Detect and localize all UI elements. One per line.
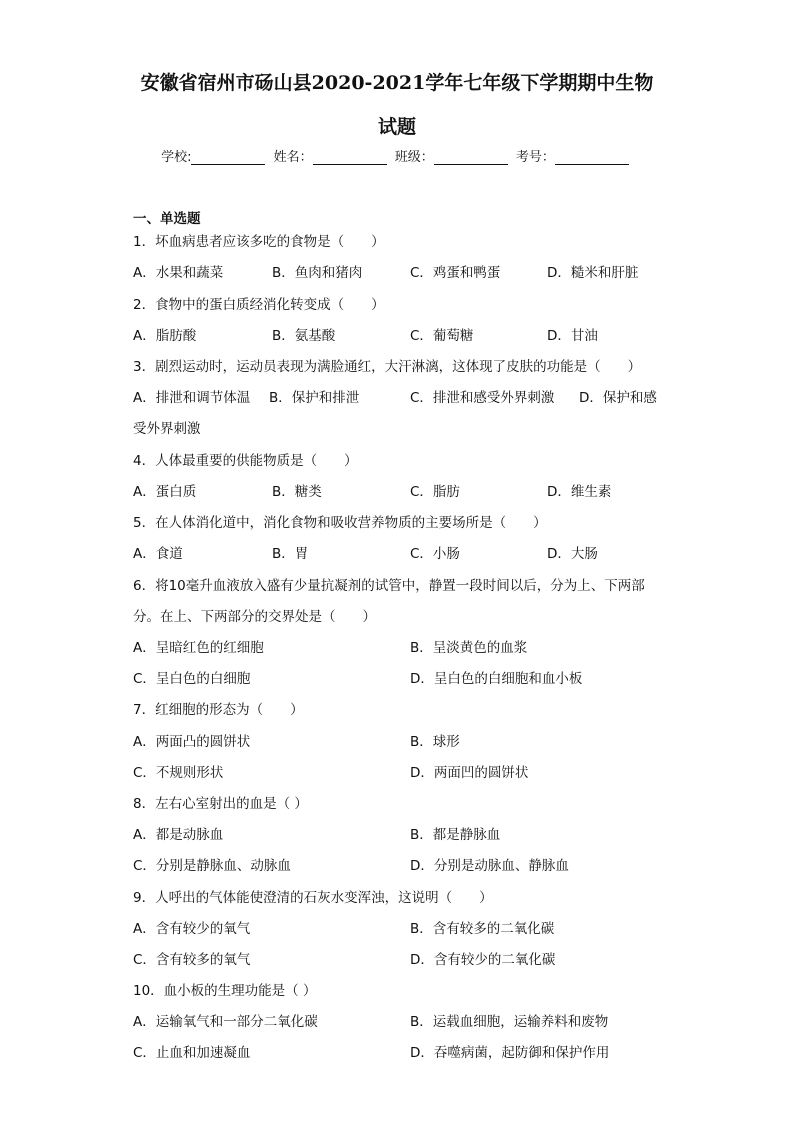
question-stem: 4．人体最重要的供能物质是（ ） (133, 453, 358, 469)
option: C．呈白色的白细胞 (133, 671, 251, 687)
option: D．呈白色的白细胞和血小板 (410, 671, 583, 687)
option: B．氨基酸 (272, 328, 336, 344)
class-blank[interactable] (434, 150, 508, 165)
option: D．吞噬病菌，起防御和保护作用 (410, 1045, 610, 1061)
number-blank[interactable] (555, 150, 629, 165)
option: A．都是动脉血 (133, 827, 224, 843)
option-row (133, 482, 673, 502)
option: B．鱼肉和猪肉 (272, 265, 363, 281)
option-row (133, 638, 673, 658)
option: C．含有较多的氧气 (133, 952, 251, 968)
option: A．呈暗红色的红细胞 (133, 640, 264, 656)
option-row (133, 1012, 673, 1032)
option: A．排泄和调节体温 (133, 390, 251, 406)
option-row (133, 326, 673, 346)
school-blank[interactable] (191, 150, 265, 165)
option: C．小肠 (410, 546, 460, 562)
question-stem: 1．坏血病患者应该多吃的食物是（ ） (133, 234, 385, 250)
option-row (133, 669, 673, 689)
option-row (133, 856, 673, 876)
option: B．保护和排泄 (269, 390, 360, 406)
option-row (133, 919, 673, 939)
option: B．都是静脉血 (410, 827, 501, 843)
option: D．维生素 (547, 484, 612, 500)
option: A．食道 (133, 546, 183, 562)
name-label: 姓名： (273, 150, 313, 165)
option: D．糙米和肝脏 (547, 265, 639, 281)
question-stem: 2．食物中的蛋白质经消化转变成（ ） (133, 297, 385, 313)
option: A．含有较少的氧气 (133, 921, 251, 937)
section-title: 一、单选题 (133, 211, 201, 227)
question-stem-continuation: 分。在上、下两部分的交界处是（ ） (133, 609, 376, 625)
option: A．两面凸的圆饼状 (133, 734, 251, 750)
question-stem: 9．人呼出的气体能使澄清的石灰水变浑浊，这说明（ ） (133, 890, 493, 906)
option: B．含有较多的二氧化碳 (410, 921, 555, 937)
question-stem: 3．剧烈运动时，运动员表现为满脸通红，大汗淋漓，这体现了皮肤的功能是（ ） (133, 359, 642, 375)
option-row (133, 763, 673, 783)
page-title: 安徽省宿州市砀山县2020-2021学年七年级下学期期中生物 (140, 72, 654, 94)
option: C．葡萄糖 (410, 328, 474, 344)
option-row (133, 1043, 673, 1063)
school-label: 学校: (161, 150, 192, 165)
option: C．分别是静脉血、动脉血 (133, 858, 291, 874)
option: A．运输氧气和一部分二氧化碳 (133, 1014, 318, 1030)
option: D．分别是动脉血、静脉血 (410, 858, 569, 874)
option: D．含有较少的二氧化碳 (410, 952, 556, 968)
option-row (133, 950, 673, 970)
option-continuation: 受外界刺激 (133, 421, 201, 437)
option-row (133, 544, 673, 564)
page-title-line2: 试题 (377, 116, 416, 138)
question-stem: 10．血小板的生理功能是（ ） (133, 983, 317, 999)
name-blank[interactable] (313, 150, 387, 165)
option: C．脂肪 (410, 484, 460, 500)
option: B．胃 (272, 546, 309, 562)
option: D．保护和感 (579, 390, 657, 406)
option: B．呈淡黄色的血浆 (410, 640, 528, 656)
option: C．止血和加速凝血 (133, 1045, 251, 1061)
option: C．不规则形状 (133, 765, 224, 781)
option: C．排泄和感受外界刺激 (410, 390, 555, 406)
option-row (133, 732, 673, 752)
option: D．甘油 (547, 328, 598, 344)
class-label: 班级： (394, 150, 434, 165)
option: D．两面凹的圆饼状 (410, 765, 529, 781)
question-stem: 6．将10毫升血液放入盛有少量抗凝剂的试管中，静置一段时间以后，分为上、下两部 (133, 578, 645, 594)
number-label: 考号： (515, 150, 555, 165)
option: A．蛋白质 (133, 484, 197, 500)
student-info (0, 146, 794, 165)
option: D．大肠 (547, 546, 598, 562)
option-row (133, 263, 673, 283)
question-stem: 7．红细胞的形态为（ ） (133, 702, 304, 718)
option: B．糖类 (272, 484, 322, 500)
question-stem: 8．左右心室射出的血是（ ） (133, 796, 308, 812)
option: A．水果和蔬菜 (133, 265, 224, 281)
option-row (133, 388, 673, 408)
option: C．鸡蛋和鸭蛋 (410, 265, 501, 281)
option-row (133, 825, 673, 845)
question-stem: 5．在人体消化道中，消化食物和吸收营养物质的主要场所是（ ） (133, 515, 547, 531)
option: A．脂肪酸 (133, 328, 197, 344)
option: B．球形 (410, 734, 460, 750)
option: B．运载血细胞，运输养料和废物 (410, 1014, 609, 1030)
